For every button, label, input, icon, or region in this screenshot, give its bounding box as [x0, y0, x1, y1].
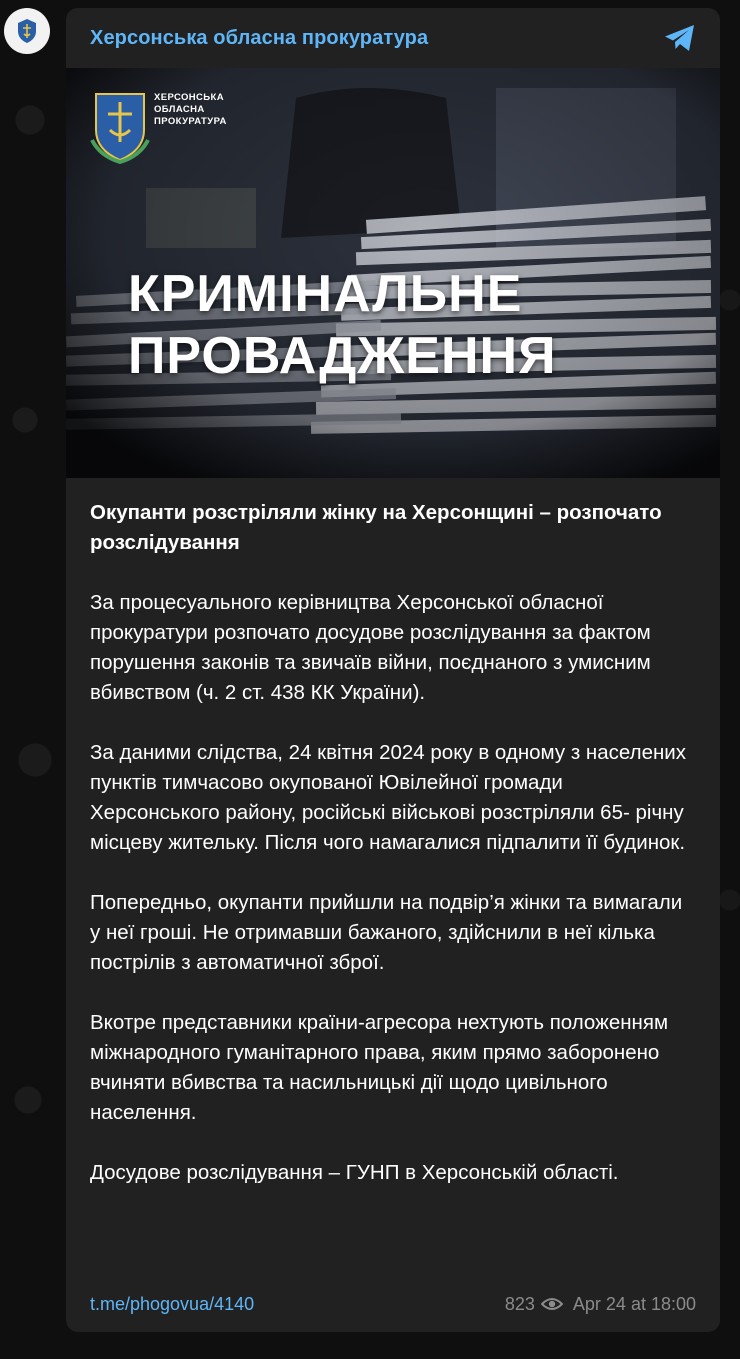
logo-line: ОБЛАСНА — [154, 104, 205, 115]
logo-line: ПРОКУРАТУРА — [154, 116, 227, 127]
banner-title-line: КРИМІНАЛЬНЕ — [128, 265, 523, 323]
telegram-share-icon — [663, 23, 697, 53]
prosecutor-emblem-icon — [12, 16, 42, 46]
post-banner-image[interactable] — [66, 68, 720, 478]
post-paragraph: Досудове розслідування – ГУНП в Херсонській області. — [90, 1161, 619, 1184]
share-button[interactable] — [662, 22, 698, 54]
logo-text — [154, 92, 234, 128]
prosecutor-logo — [90, 90, 234, 164]
eye-icon — [541, 1296, 563, 1312]
post-paragraph: Вкотре представники країни-агресора нехтують положенням міжнародного гуманітарного права, яким прямо заборонено вчиняти вбивства та насильницькі дії щодо цивільного населення. — [90, 1011, 669, 1124]
post-paragraph: Попередньо, окупанти прийшли на подвір’я жінки та вимагали у неї гроші. Не отримавши бажаного, здійснили в неї кілька пострілів з автоматичної зброї. — [90, 891, 683, 974]
channel-name[interactable]: Херсонська обласна прокуратура — [90, 26, 429, 49]
post-headline: Окупанти розстріляли жінку на Херсонщині – розпочато розслідування — [90, 501, 662, 554]
post-footer — [90, 1290, 696, 1318]
logo-line: ХЕРСОНСЬКА — [154, 92, 224, 103]
post-text — [66, 478, 720, 1188]
post-link[interactable]: t.me/phogovua/4140 — [90, 1293, 255, 1314]
banner-title-line: ПРОВАДЖЕННЯ — [128, 327, 557, 385]
view-count: 823 — [504, 1293, 535, 1314]
post-paragraph: За процесуального керівництва Херсонської обласної прокуратури розпочато досудове розслідування за фактом порушення законів та звичаїв війни, поєднаного з умисним вбивством (ч. 2 ст. 438 КК України). — [90, 591, 651, 704]
post-header — [66, 8, 720, 68]
banner-title — [128, 263, 556, 387]
post-paragraph: За даними слідства, 24 квітня 2024 року в одному з населених пунктів тимчасово окупованої Ювілейної громади Херсонського району, російські військові розстріляли 65- річну місцеву жительку. Після чого намагалися підпалити її будинок. — [90, 741, 687, 854]
channel-avatar[interactable] — [4, 8, 50, 54]
post-timestamp: Apr 24 at 18:00 — [572, 1293, 696, 1314]
prosecutor-emblem-icon — [90, 90, 150, 164]
post-meta — [505, 1294, 696, 1315]
channel-post — [66, 8, 720, 1332]
